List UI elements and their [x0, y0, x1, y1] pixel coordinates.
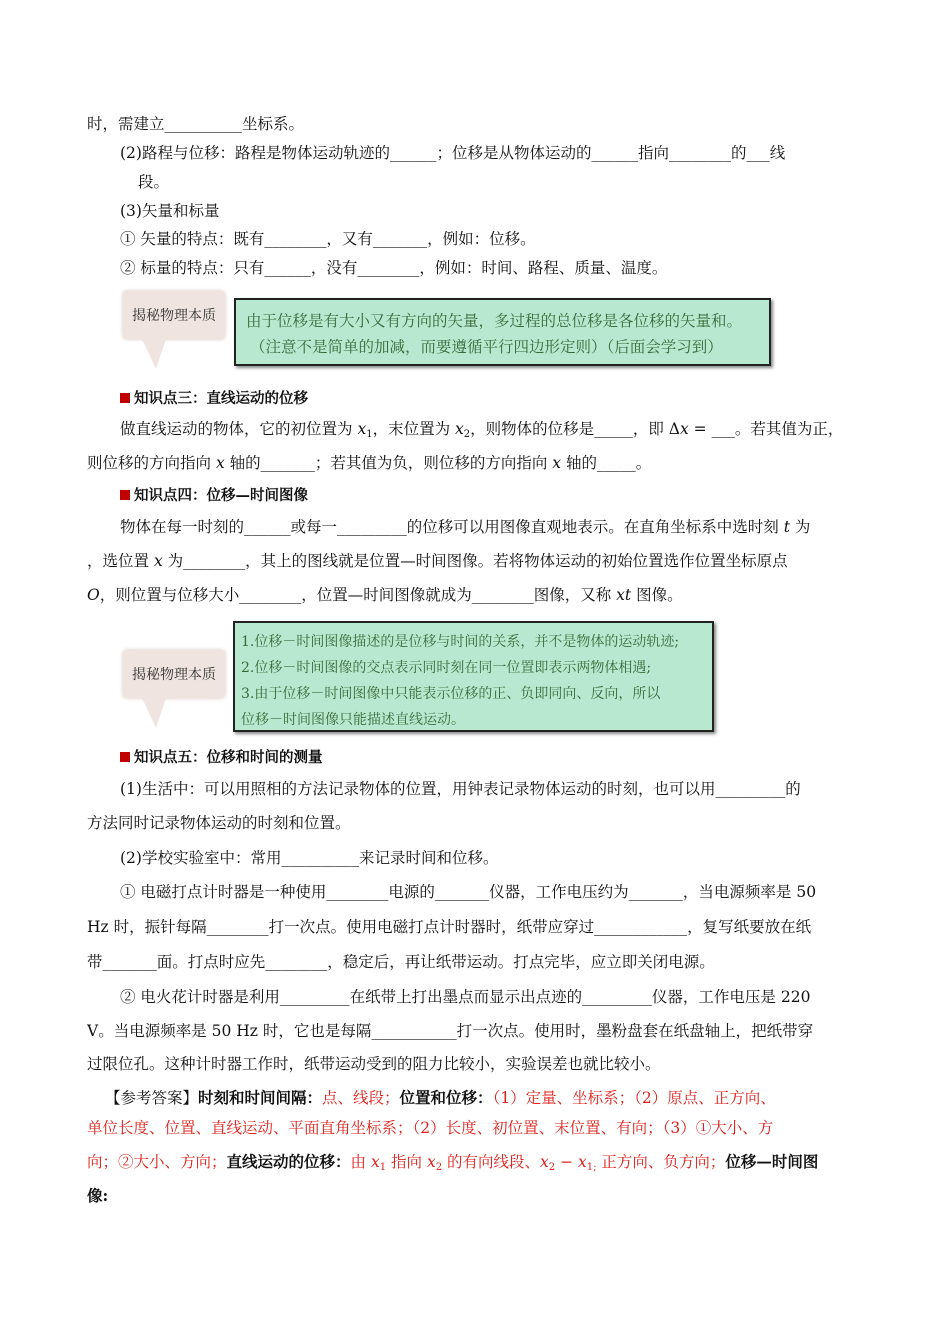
- section-heading: 知识点三：直线运动的位移: [120, 389, 308, 409]
- callout-line: 位移－时间图像只能描述直线运动。: [241, 712, 465, 728]
- section-heading: 知识点四：位移—时间图像: [120, 486, 308, 506]
- text-line: ① 矢量的特点：既有________，又有_______，例如：位移。: [120, 230, 536, 248]
- text-line: 段。: [138, 173, 170, 191]
- text-line: 时，需建立__________坐标系。: [87, 115, 305, 133]
- callout-line: （注意不是简单的加减，而要遵循平行四边形定则）（后面会学习到）: [250, 338, 723, 356]
- bullet-square-icon: [120, 490, 130, 500]
- callout-line: 3.由于位移－时间图像中只能表示位移的正、负即同向、反向，所以: [241, 686, 661, 702]
- answer-line: 【参考答案】时刻和时间间隔：点、线段；位置和位移：（1）定量、坐标系；（2）原点、正方向、: [105, 1088, 776, 1107]
- callout-line: 由于位移是有大小又有方向的矢量，多过程的总位移是各位移的矢量和。: [246, 312, 743, 330]
- callout-tag: 揭秘物理本质: [123, 650, 225, 698]
- text-line: 做直线运动的物体，它的初位置为 $x_1$，末位置为 $x_2$，则物体的位移是_____，即 Δx = ___。若其值为正，: [120, 420, 844, 440]
- bullet-square-icon: [120, 393, 130, 403]
- text-line: (3)矢量和标量: [120, 202, 220, 220]
- callout-tail: [142, 339, 166, 369]
- text-line: O，则位置与位移大小________，位置—时间图像就成为________图像，又称 xt 图像。: [87, 586, 683, 604]
- callout-box: [233, 621, 714, 732]
- callout-line: 1.位移－时间图像描述的是位移与时间的关系，并不是物体的运动轨迹;: [241, 634, 680, 650]
- text-line: 过限位孔。这种计时器工作时，纸带运动受到的阻力比较小，实验误差也就比较小。: [87, 1055, 661, 1073]
- callout-tail: [142, 698, 166, 728]
- text-line: (2)学校实验室中：常用__________来记录时间和位移。: [120, 849, 499, 867]
- answer-line: 向；②大小、方向；直线运动的位移：由 $x_1$ 指向 $x_2$ 的有向线段、$x_2 - x_{1;}$ 正方向、负方向；位移—时间图: [87, 1152, 819, 1173]
- callout-tag: 揭秘物理本质: [123, 291, 225, 339]
- text-line: 方法同时记录物体运动的时刻和位置。: [87, 814, 351, 832]
- text-line: Hz 时，振针每隔________打一次点。使用电磁打点计时器时，纸带应穿过____________，复写纸要放在纸: [87, 918, 812, 936]
- text-line: ① 电磁打点计时器是一种使用________电源的_______仪器，工作电压约为_______，当电源频率是 50: [120, 883, 817, 901]
- section-heading: 知识点五：位移和时间的测量: [120, 748, 323, 768]
- callout-box: [234, 298, 771, 366]
- text-line: V。当电源频率是 50 Hz 时，它也是每隔___________打一次点。使用时，墨粉盘套在纸盘轴上，把纸带穿: [87, 1022, 814, 1040]
- text-line: ，选位置 x 为________，其上的图线就是位置—时间图像。若将物体运动的初始位置选作位置坐标原点: [87, 552, 788, 570]
- text-line: 则位移的方向指向 x 轴的_______；若其值为负，则位移的方向指向 x 轴的_____。: [87, 454, 652, 472]
- text-line: ② 标量的特点：只有______，没有________，例如：时间、路程、质量、温度。: [120, 259, 668, 277]
- bullet-square-icon: [120, 752, 130, 762]
- text-line: (1)生活中：可以用照相的方法记录物体的位置，用钟表记录物体运动的时刻，也可以用_________的: [120, 780, 801, 798]
- text-line: ② 电火花计时器是利用_________在纸带上打出墨点而显示出点迹的_________仪器，工作电压是 220: [120, 988, 811, 1006]
- answer-line: 单位长度、位置、直线运动、平面直角坐标系；（2）长度、初位置、末位置、有向；（3）①大小、方: [87, 1119, 774, 1137]
- callout-line: 2.位移－时间图像的交点表示同时刻在同一位置即表示两物体相遇;: [241, 660, 652, 676]
- text-line: 带_______面。打点时应先________，稳定后，再让纸带运动。打点完毕，应立即关闭电源。: [87, 953, 715, 971]
- text-line: (2)路程与位移：路程是物体运动轨迹的______；位移是从物体运动的______指向________的___线: [120, 144, 786, 162]
- text-line: 物体在每一时刻的______或每一_________的位移可以用图像直观地表示。在直角坐标系中选时刻 t 为: [120, 518, 811, 536]
- answer-line: 像:: [87, 1186, 109, 1205]
